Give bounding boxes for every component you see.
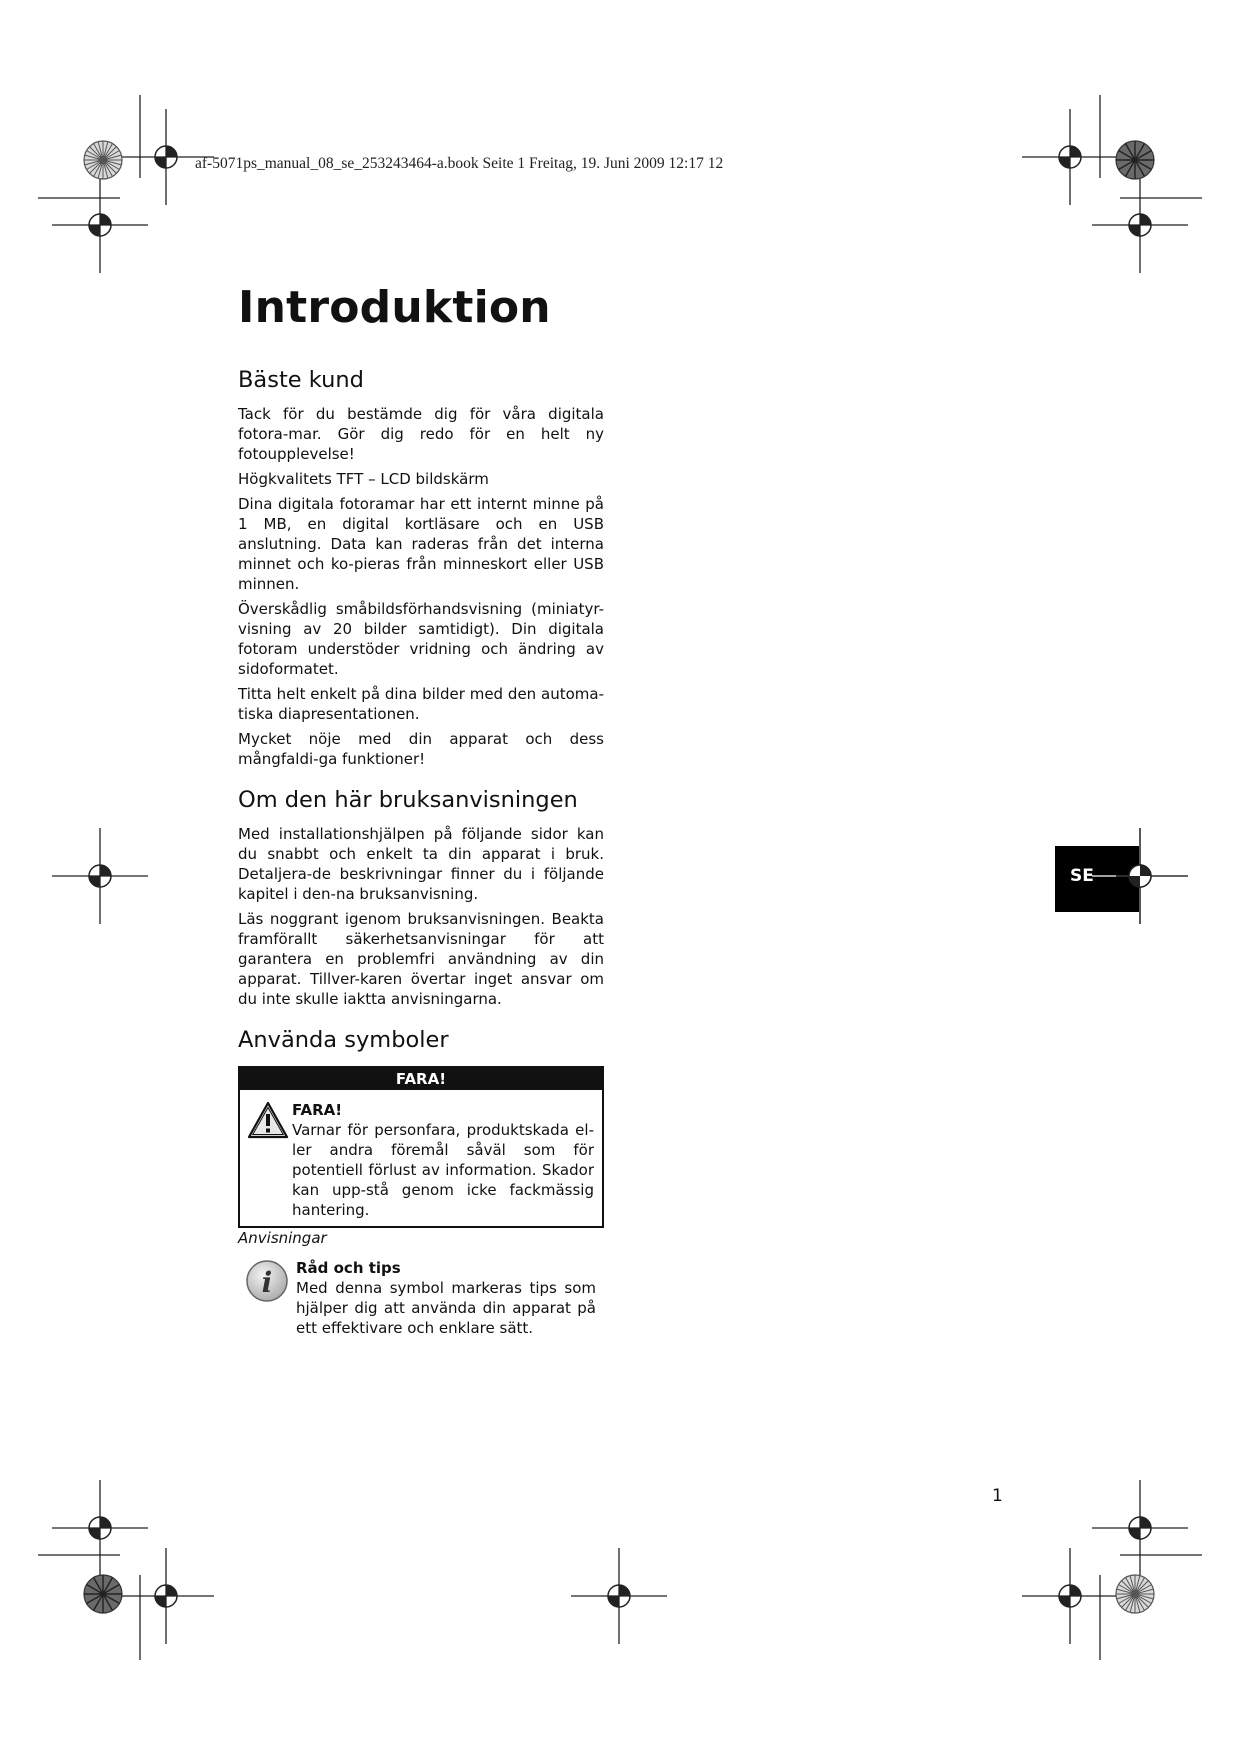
paragraph: Högkvalitets TFT – LCD bildskärm xyxy=(238,470,489,488)
paragraph: Dina digitala fotoramar har ett internt minne på 1 MB, en digital kortläsare och en USB anslutning. Data kan raderas från det interna minnet och ko-pieras från minneskort eller USB minnen. xyxy=(238,495,604,593)
section-heading-symbols: Använda symboler xyxy=(238,1027,449,1053)
warning-text: Varnar för personfara, produktskada el-ler andra föremål såväl som för potentiell förlust av information. Skador kan upp-stå genom icke fackmässig hantering. xyxy=(292,1121,594,1219)
paragraph: Överskådlig småbildsförhandsvisning (miniatyr-visning av 20 bilder samtidigt). Din digitala fotoram understöder vridning och ändring av sidoformatet. xyxy=(238,600,604,678)
paragraph: Mycket nöje med din apparat och dess mångfaldi-ga funktioner! xyxy=(238,730,604,768)
paragraph: Titta helt enkelt på dina bilder med den automa-tiska diapresentationen. xyxy=(238,685,604,723)
tip-text: Med denna symbol markeras tips som hjälper dig att använda din apparat på ett effektivare och enklare sätt. xyxy=(296,1279,596,1337)
page-title: Introduktion xyxy=(238,282,551,333)
warning-triangle-icon xyxy=(246,1100,292,1220)
section-heading-dear-customer: Bäste kund xyxy=(238,367,364,393)
tip-title: Råd och tips xyxy=(296,1259,401,1277)
paragraph: Tack för du bestämde dig för våra digitala fotora-mar. Gör dig redo för en helt ny fotoupplevelse! xyxy=(238,405,604,463)
info-icon xyxy=(244,1258,296,1338)
paragraph: Med installationshjälpen på följande sidor kan du snabbt och enkelt ta din apparat i bruk. Detaljera-de beskrivningar finner du i följande kapitel i den-na bruksanvisning. xyxy=(238,825,604,903)
notes-label: Anvisningar xyxy=(238,1229,327,1247)
print-slug: af-5071ps_manual_08_se_253243464-a.book Seite 1 Freitag, 19. Juni 2009 12:17 12 xyxy=(195,155,724,172)
danger-warning-box xyxy=(238,1066,604,1228)
registration-mark xyxy=(1092,828,1188,924)
section-heading-about-manual: Om den här bruksanvisningen xyxy=(238,787,578,813)
main-content xyxy=(238,366,604,1338)
tip-block xyxy=(238,1258,604,1338)
warning-box-header: FARA! xyxy=(240,1068,602,1090)
language-tab-label: SE xyxy=(1070,866,1094,886)
paragraph: Läs noggrant igenom bruksanvisningen. Beakta framförallt säkerhetsanvisningar för att garantera en problemfri användning av din apparat. Tillver-karen övertar inget ansvar om du inte skulle iaktta anvisningarna. xyxy=(238,910,604,1008)
svg-text:i: i xyxy=(261,1266,273,1299)
page-number: 1 xyxy=(992,1486,1003,1506)
warning-title: FARA! xyxy=(292,1101,343,1119)
